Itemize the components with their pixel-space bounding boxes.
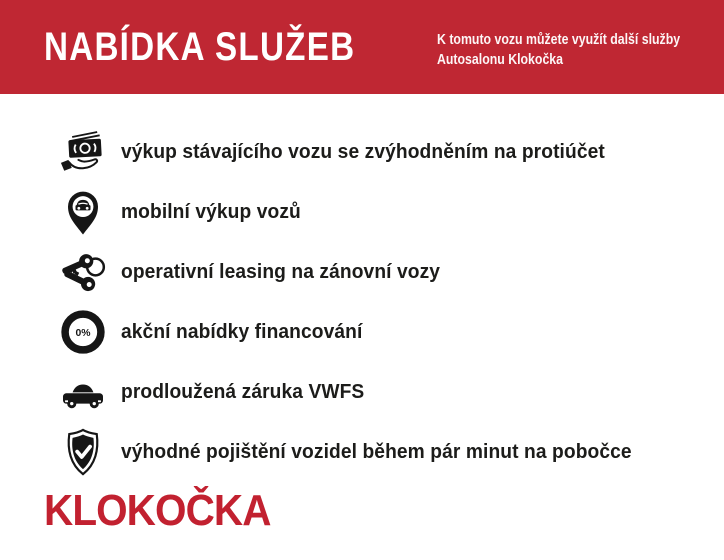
- klokocka-logo: KLOKOČKA: [44, 486, 271, 535]
- car-icon: [58, 367, 108, 417]
- service-row-financing: [58, 302, 718, 362]
- page-title: NABÍDKA SLUŽEB: [44, 25, 356, 69]
- service-label: prodloužená záruka VWFS: [121, 380, 365, 403]
- service-row-mobile-buyback: [58, 182, 718, 242]
- service-label: mobilní výkup vozů: [121, 200, 301, 223]
- zero-percent-icon: [58, 307, 108, 357]
- service-row-warranty: [58, 362, 718, 422]
- header-subtitle-line2: Autosalonu Klokočka: [437, 52, 564, 69]
- service-row-leasing: [58, 242, 718, 302]
- service-row-buyback: [58, 122, 718, 182]
- shield-check-icon: [58, 427, 108, 477]
- header-banner: [0, 0, 724, 94]
- service-label: výkup stávajícího vozu se zvýhodněním na protiúčet: [121, 140, 605, 163]
- service-label: výhodné pojištění vozidel během pár minut na pobočce: [121, 440, 632, 463]
- header-subtitle: [437, 30, 680, 71]
- services-list: [58, 122, 718, 482]
- service-row-insurance: [58, 422, 718, 482]
- header-subtitle-line1: K tomuto vozu můžete využít další služby: [437, 32, 681, 48]
- service-label: operativní leasing na zánovní vozy: [121, 260, 441, 283]
- service-label: akční nabídky financování: [121, 320, 363, 343]
- location-pin-car-icon: [58, 187, 108, 237]
- car-keys-icon: [58, 247, 108, 297]
- zero-percent-label: 0%: [75, 327, 91, 339]
- cash-in-hand-icon: [58, 127, 108, 177]
